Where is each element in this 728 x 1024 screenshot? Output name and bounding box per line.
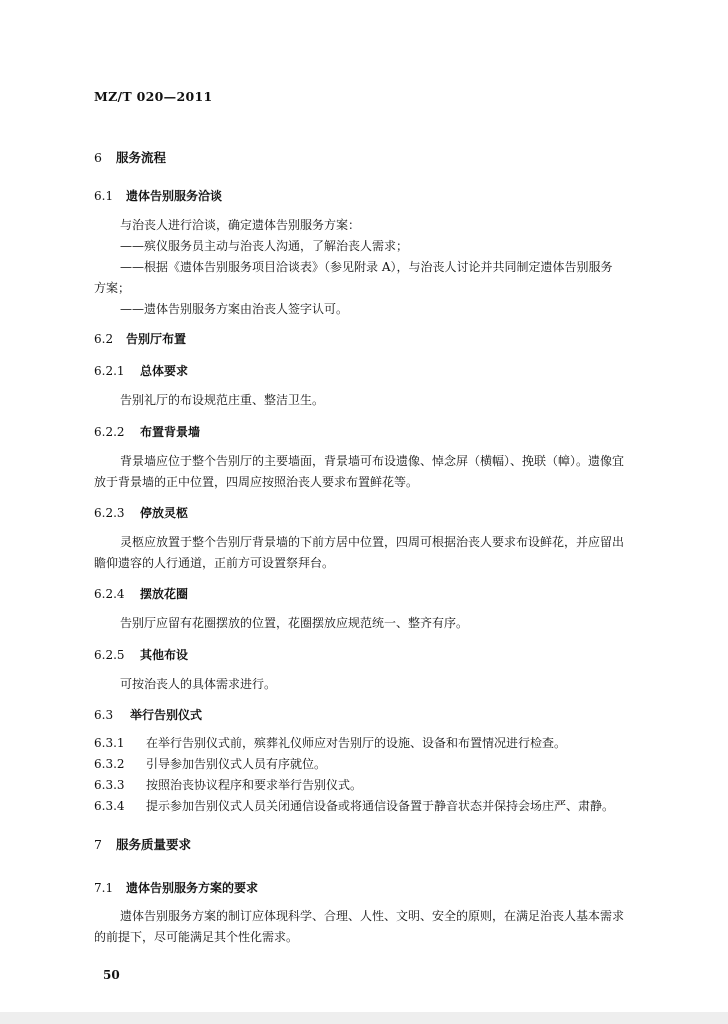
section-title: 告别厅布置 — [126, 332, 187, 346]
paragraph-line: 放于背景墙的正中位置，四周应按照治丧人要求布置鲜花等。 — [94, 475, 419, 489]
section-title: 服务质量要求 — [116, 837, 192, 852]
paragraph-line: 方案； — [94, 281, 131, 295]
section-heading-6-1 — [94, 187, 222, 204]
section-title: 遗体告别服务方案的要求 — [126, 881, 259, 895]
section-title: 停放灵柩 — [140, 506, 189, 520]
section-number: 6.2.4 — [94, 587, 125, 601]
section-title: 布置背景墙 — [140, 425, 201, 439]
paragraph-line: ——殡仪服务员主动与治丧人沟通，了解治丧人需求； — [120, 239, 409, 253]
section-number: 6.3 — [94, 708, 114, 722]
paragraph-line: 的前提下，尽可能满足其个性化需求。 — [94, 930, 299, 944]
section-number: 6.1 — [94, 189, 114, 203]
clause-number: 6.3.3 — [94, 778, 125, 792]
paragraph-line: 告别厅应留有花圈摆放的位置，花圈摆放应规范统一、整齐有序。 — [120, 616, 469, 630]
clause-item — [94, 734, 566, 751]
section-heading-6-3 — [94, 706, 202, 723]
paragraph-line: 可按治丧人的具体需求进行。 — [120, 677, 277, 691]
section-title: 遗体告别服务洽谈 — [126, 189, 223, 203]
section-number: 6.2.2 — [94, 425, 125, 439]
scan-edge-strip — [0, 1012, 728, 1024]
section-title: 总体要求 — [140, 364, 189, 378]
section-heading-6-2-2 — [94, 423, 200, 440]
section-number: 6.2.3 — [94, 506, 125, 520]
section-number: 6.2 — [94, 332, 114, 346]
section-number: 6.2.5 — [94, 648, 125, 662]
section-heading-6-2-3 — [94, 504, 188, 521]
paragraph-line: 告别礼厅的布设规范庄重、整洁卫生。 — [120, 393, 325, 407]
clause-number: 6.3.2 — [94, 757, 125, 771]
paragraph-line: 遗体告别服务方案的制订应体现科学、合理、人性、文明、安全的原则，在满足治丧人基本需求 — [120, 909, 625, 923]
section-title: 摆放花圈 — [140, 587, 189, 601]
clause-number: 6.3.1 — [94, 736, 125, 750]
clause-number: 6.3.4 — [94, 799, 125, 813]
paragraph-line: 与治丧人进行洽谈，确定遗体告别服务方案： — [120, 218, 361, 232]
clause-item — [94, 776, 362, 793]
section-title: 其他布设 — [140, 648, 189, 662]
section-heading-6-2 — [94, 330, 186, 347]
section-title: 举行告别仪式 — [130, 708, 203, 722]
clause-text: 在举行告别仪式前，殡葬礼仪师应对告别厅的设施、设备和布置情况进行检查。 — [146, 736, 567, 750]
clause-text: 引导参加告别仪式人员有序就位。 — [146, 757, 327, 771]
section-heading-6 — [94, 148, 166, 166]
section-heading-6-2-5 — [94, 646, 188, 663]
clause-text: 按照治丧协议程序和要求举行告别仪式。 — [146, 778, 363, 792]
clause-item — [94, 755, 326, 772]
section-number: 7.1 — [94, 881, 114, 895]
section-number: 6.2.1 — [94, 364, 125, 378]
section-heading-7 — [94, 835, 191, 853]
section-heading-7-1 — [94, 879, 258, 896]
clause-text: 提示参加告别仪式人员关闭通信设备或将通信设备置于静音状态并保持会场庄严、肃静。 — [146, 799, 615, 813]
paragraph-line: ——遗体告别服务方案由治丧人签字认可。 — [120, 302, 349, 316]
paragraph-line: ——根据《遗体告别服务项目洽谈表》（参见附录 A），与治丧人讨论并共同制定遗体告别服务 — [120, 260, 613, 274]
section-title: 服务流程 — [116, 150, 167, 165]
section-number: 7 — [94, 837, 102, 852]
page-number: 50 — [103, 968, 120, 982]
standard-code: MZ/T 020—2011 — [94, 89, 213, 104]
paragraph-line: 灵柩应放置于整个告别厅背景墙的下前方居中位置，四周可根据治丧人要求布设鲜花，并应留出 — [120, 535, 625, 549]
section-heading-6-2-4 — [94, 585, 188, 602]
section-heading-6-2-1 — [94, 362, 188, 379]
section-number: 6 — [94, 150, 102, 165]
clause-item — [94, 797, 614, 814]
paragraph-line: 背景墙应位于整个告别厅的主要墙面，背景墙可布设遗像、悼念屏（横幅）、挽联（幛）。遗像宜 — [120, 454, 625, 468]
paragraph-line: 瞻仰遗容的人行通道，正前方可设置祭拜台。 — [94, 556, 335, 570]
